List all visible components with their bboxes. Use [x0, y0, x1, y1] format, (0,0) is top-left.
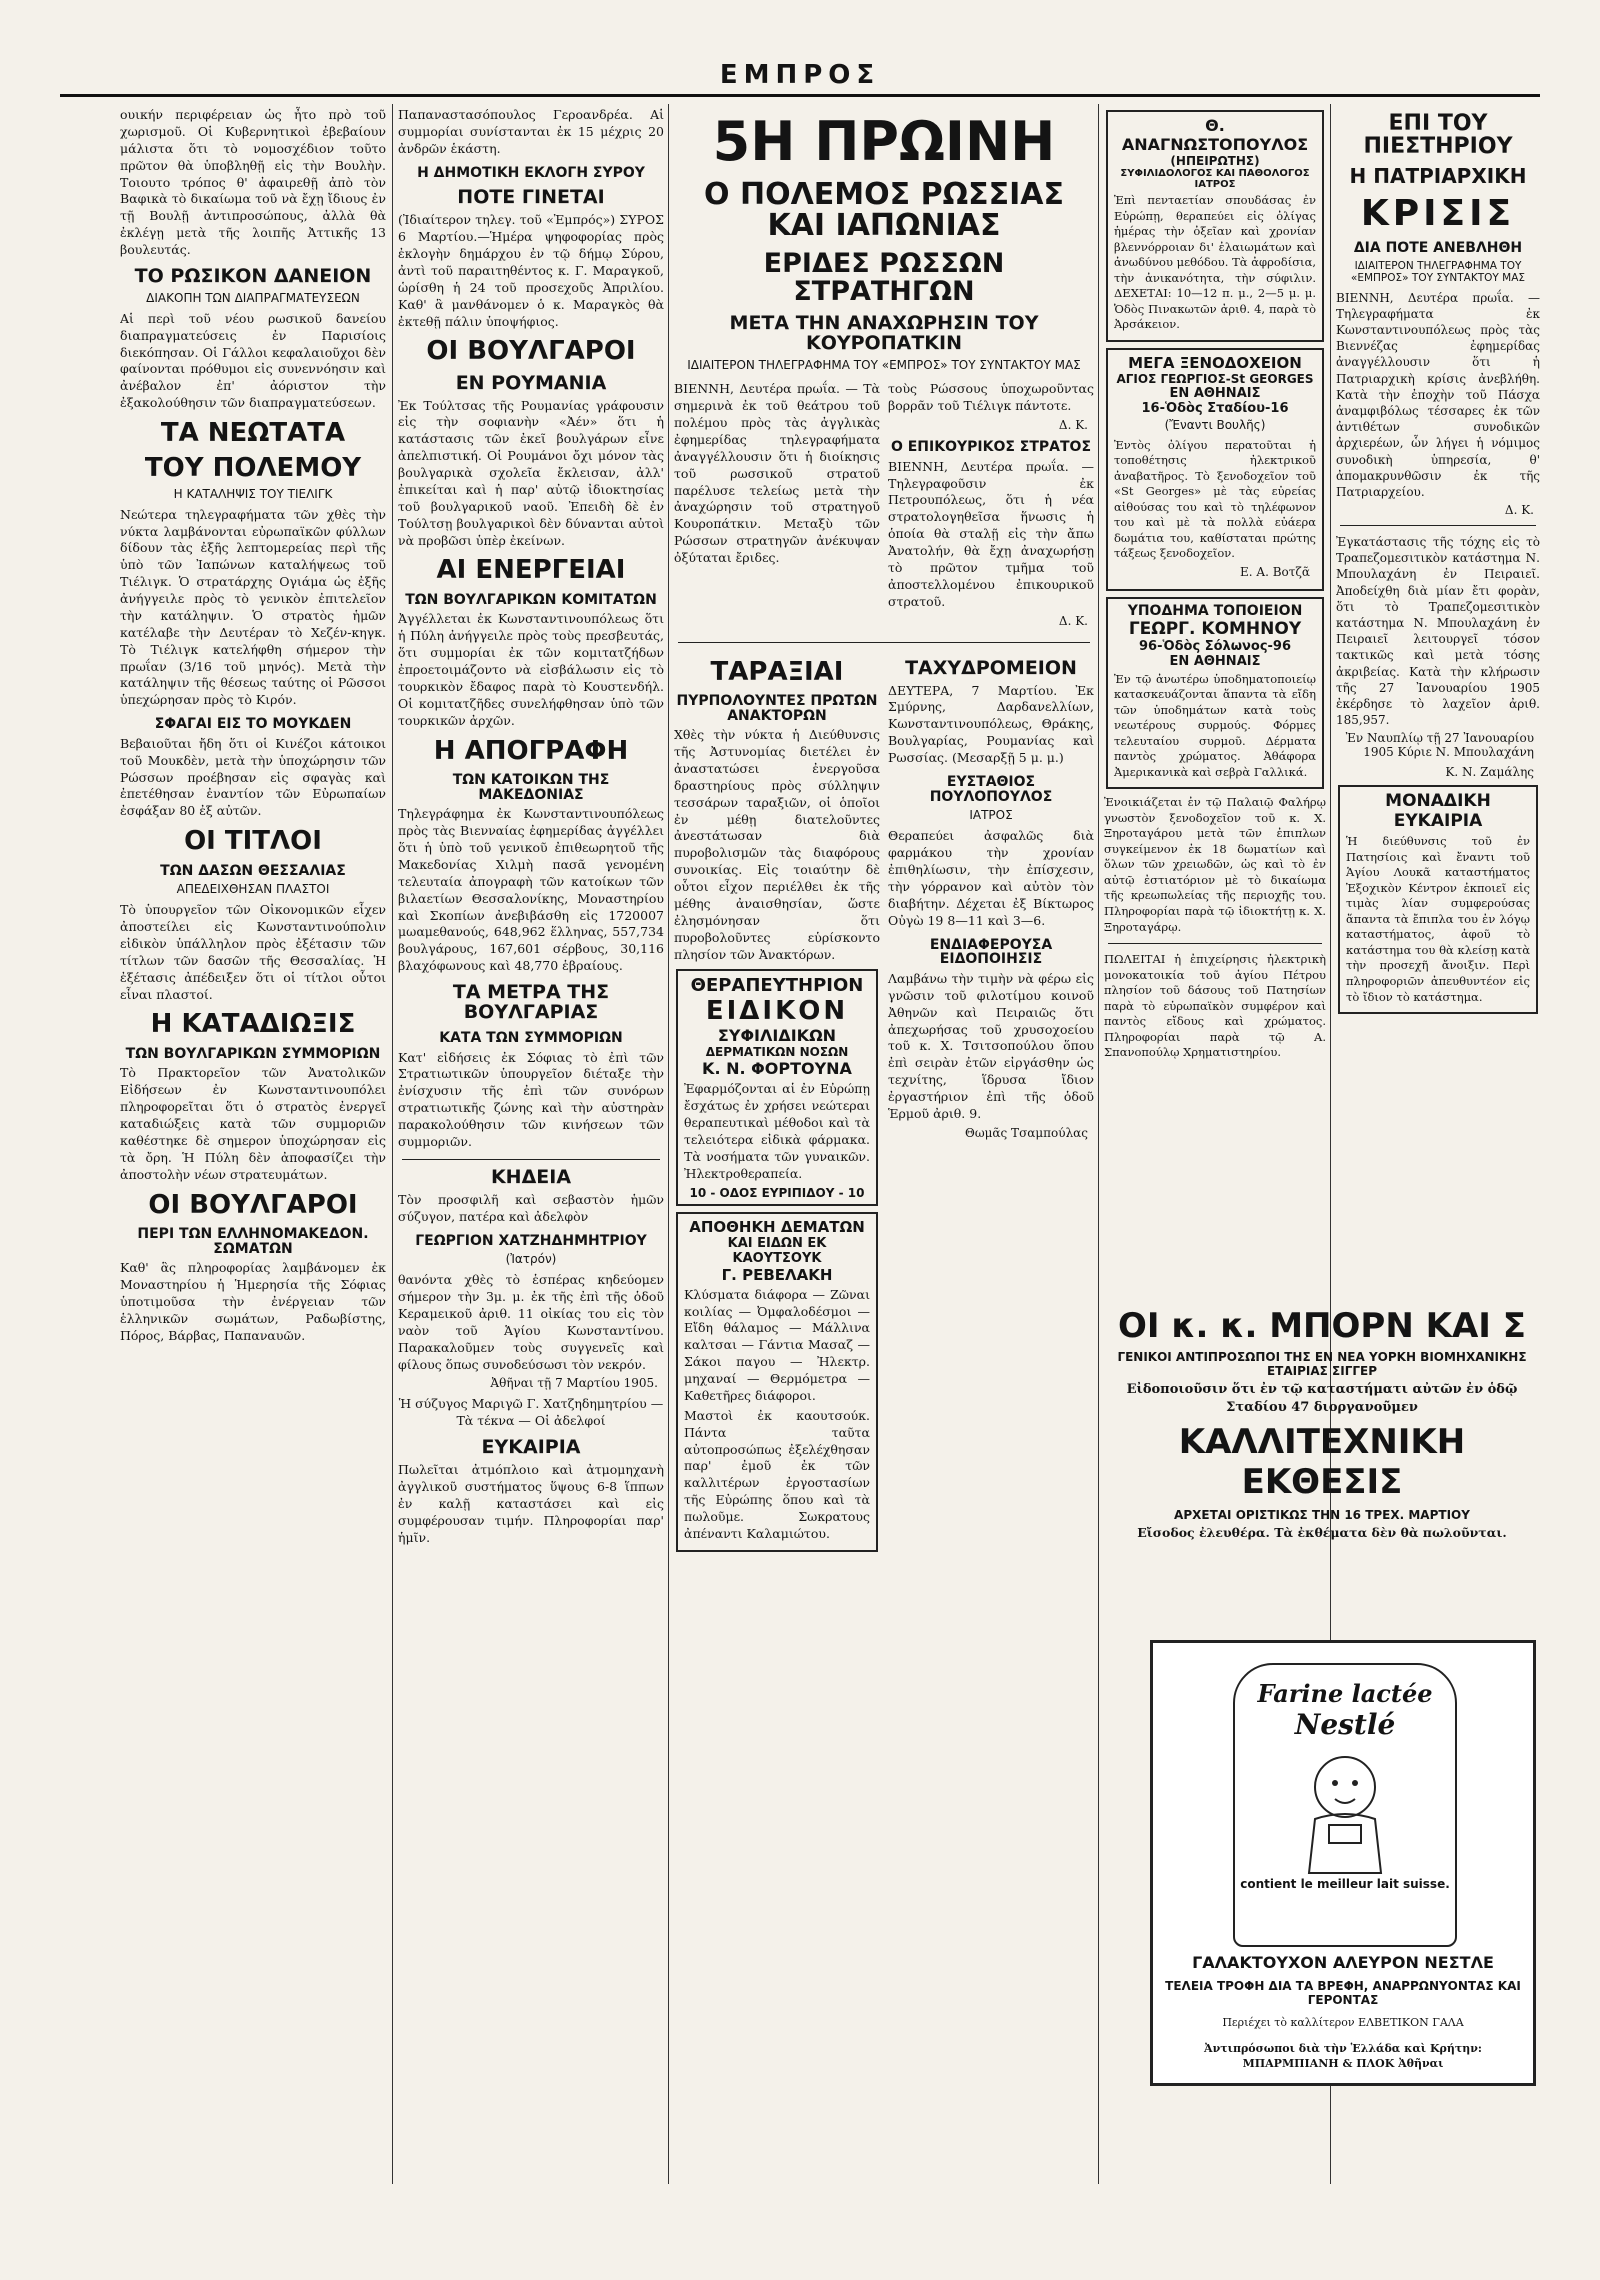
article-body: Πωλεῖται ἀτμόπλοιο καὶ ἀτμομηχανὴ ἀγγλικοῦ συστήματος ὕψους 6-8 ἵππων ἐν καλῇ καταστάσει καὶ εἰς συμφέρουσαν τιμήν. Πληροφορίαι παρ' ἡμῖν.: [398, 1462, 664, 1545]
clinic-ad-text: Ἐφαρμόζονται αἱ ἐν Εὐρώπῃ ἔσχάτως ἐν χρήσει νεώτεραι θεραπευτικαὶ μέθοδοι καὶ τὰ τελειότερα εἰδικὰ φάρμακα. Τὰ νοσήματα τῶν γυναικῶν. Ἠλεκτροθεραπεία.: [684, 1081, 870, 1181]
shoemaker-ad-text: Ἐν τῷ ἀνωτέρω ὑποδηματοποιείῳ κατασκευάζονται ἅπαντα τὰ εἴδη τῶν ὑποδημάτων κατὰ τοὺς νεωτέρους συρμούς. Φόρμες τελευταίου συρμοῦ. Δέρματα παντὸς χρώματος. Ἀθάφορα Ἀμερικανικὰ καὶ σεβρὰ Γαλλικά.: [1114, 671, 1316, 779]
hotel-ad-signature: Ε. Α. Βοτζᾶ: [1240, 564, 1310, 579]
headline-press: ΕΠΙ ΤΟΥ ΠΙΕΣΤΗΡΙΟΥ: [1363, 111, 1513, 160]
hotel-ad-name: ΑΓΙΟΣ ΓΕΩΡΓΙΟΣ-St GEORGES: [1116, 371, 1314, 386]
headline-crisis: ΚΡΙΣΙΣ: [1360, 193, 1516, 235]
article-body: Τὸ Πρακτορεῖον τῶν Ἀνατολικῶν Εἰδήσεων ἐν Κωνσταντινουπόλει πληροφορεῖται ὅτι ὁ στρατὸς ἐνεργεῖ καταδιώξεις κατὰ τῶν συμμοριῶν καθέστηκε δὲ σημερον ὑποχώρησαν εἰς τὰ ὄρη. Ἡ Πύλη δὲν ἀποφασίζει τὴν ἀποστολὴν νέων στρατευμάτων.: [120, 1065, 386, 1182]
hotel-ad-address: 16-Ὁδὸς Σταδίου-16: [1141, 400, 1289, 416]
article-body: Καθ' ἃς πληροφορίας λαμβάνομεν ἐκ Μοναστηρίου ἡ Ἡμερησία τῆς Σόφιας ὑποτιμοῦσα τὴν ἐνέργειαν τῶν ἑλληνικῶν σωμάτων, Ραδωβίστης, Πόρος, Βάρβας, Παπαναυῶν.: [120, 1260, 386, 1343]
singer-ad-subtitle: ΓΕΝΙΚΟΙ ΑΝΤΙΠΡΟΣΩΠΟΙ ΤΗΣ ΕΝ ΝΕΑ ΥΟΡΚΗ ΒΙΟΜΗΧΑΝΙΚΗΣ ΕΤΑΙΡΙΑΣ ΣΙΓΓΕΡ: [1117, 1350, 1527, 1378]
opportunity-ad-text: Ἡ διεύθυνσις τοῦ ἐν Πατησίοις καὶ ἔναντι τοῦ Ἁγίου Λουκᾶ καταστήματος Ἐξοχικὸν Κέντρον ἐκποιεῖ εἰς τιμὰς λίαν συμφερούσας ἅπαντα τὰ ἔπιπλα του ἐν λόγῳ καταστήματος, ἀφοῦ τὸ κατάστημα του θὰ κλείσῃ κατὰ τὴν προσεχῆ ἄνοιξιν. Περὶ πληροφοριῶν ἀπευθυντέον εἰς τὸ ἴδιον τὸ κατάστημα.: [1346, 834, 1530, 1004]
child-illustration: [1285, 1747, 1405, 1877]
rubber-goods-ad: [676, 1212, 878, 1552]
article-body: ΔΕΥΤΕΡΑ, 7 Μαρτίου. Ἐκ Σμύρνης, Δαρδανελλίων, Κωνσταντινουπόλεως, Θράκης, Βουλγαρίας, Ρουμανίας καὶ Ρωσσίας. (Μεσαρξῇ 5 μ. μ.): [888, 682, 1094, 765]
clinic-ad-title-3: ΣΥΦΙΛΙΔΙΚΩΝ: [717, 1026, 837, 1046]
singer-ad-title: ΟΙ κ. κ. ΜΠΟΡΝ ΚΑΙ Σ: [1118, 1306, 1526, 1346]
headline-patriarchal: Η ΠΑΤΡΙΑΡΧΙΚΗ: [1349, 164, 1527, 189]
signature: Θωμᾶς Τσαμπούλας: [965, 1125, 1088, 1140]
rubber-ad-title: ΑΠΟΘΗΚΗ ΔΕΜΑΤΩΝ: [689, 1217, 865, 1236]
article-body: ΒΙΕΝΝΗ, Δευτέρα πρωΐα. — Τὰ σημερινὰ ἐκ τοῦ θεάτρου τοῦ πολέμου πρὸς τὰς ἀγγλικὰς ἐφημερίδας τηλεγραφήματα ἀναγγέλλουσιν ὅτι ἡ διοίκησις τοῦ ρωσσικοῦ στρατοῦ παρέλυσε τελείως μετὰ τὴν ἀναχώρησιν τοῦ στρατηγοῦ Κουροπάτκιν. Μεταξὺ τῶν Ρώσσων στρατηγῶν ἀνέκυψαν ὀξύταται ἔριδες.: [674, 381, 880, 565]
headline-bulgarians-romania-2: ΕΝ ΡΟΥΜΑΝΙΑ: [455, 371, 607, 394]
article-body: Λαμβάνω τὴν τιμὴν νὰ φέρω εἰς γνῶσιν τοῦ φιλοτίμου κοινοῦ Ἀθηνῶν καὶ Πειραιῶς ὅτι ἀπεχωρήσας τοῦ χρυσοχοείου τοῦ κ. Χ. Τσιτσοπούλου ὅπου ἐπὶ σειρὰν ἐτῶν εἰργάσθην ὡς τεχνίτης, ἵδρυσα ἴδιον ἐργαστήριον ἐπὶ τῆς ὁδοῦ Ἑρμοῦ ἀριθ. 9.: [888, 970, 1094, 1121]
article-body: Ἀγγέλλεται ἐκ Κωνσταντινουπόλεως ὅτι ἡ Πύλη ἀνήγγειλε πρὸς τοὺς πρεσβευτάς, ὅτι συμμορίαι ἐκ τῶν κομιτατζήδων ἐπροετοιμάζοντο νὰ εἰσβάλωσιν εἰς τὸ τουρκικὸν ἔδαφος παρὰ τὸ Κουστενδήλ. Οἱ κομιτατζῆδες συνελήφθησαν ὑπὸ τῶν τουρκικῶν ἀρχῶν.: [398, 611, 664, 728]
shoemaker-ad-address: 96-Ὁδὸς Σόλωνος-96: [1138, 638, 1292, 654]
rubber-ad-items: Κλύσματα διάφορα — Ζῶναι κοιλίας — Ὀμφαλοδέσμοι — Εἴδη θάλαμος — Μάλλινα καλτσαι — Γάντια Μασαζ — Σάκοι παγου — Ἠλεκτρ. μηχαναί — Θερμόμετρα — Καθετῆρες διάφοροι.: [684, 1286, 870, 1403]
nestle-ad-subtitle: ΤΕΛΕΙΑ ΤΡΟΦΗ ΔΙΑ ΤΑ ΒΡΕΦΗ, ΑΝΑΡΡΩΝΥΟΝΤΑΣ ΚΑΙ ΓΕΡΟΝΤΑΣ: [1165, 1979, 1521, 2007]
doctor-ad-origin: (ΗΠΕΙΡΩΤΗΣ): [1170, 154, 1260, 168]
headline-massacres: ΣΦΑΓΑΙ ΕΙΣ ΤΟ ΜΟΥΚΔΕΝ: [154, 716, 352, 733]
subheadline: ΙΔΙΑΙΤΕΡΟΝ ΤΗΛΕΓΡΑΦΗΜΑ ΤΟΥ «ΕΜΠΡΟΣ» ΤΟΥ ΣΥΝΤΑΚΤΟΥ ΜΑΣ: [1350, 259, 1526, 284]
shoemaker-ad: [1106, 597, 1324, 790]
column-divider: [392, 104, 393, 2184]
nestle-ad-note: Περιέχει τὸ καλλίτερον ΕΛΒΕΤΙΚΟΝ ΓΑΛΑ: [1222, 2016, 1464, 2029]
funeral-notice-role: (Ἰατρόν): [505, 1252, 557, 1267]
rubber-ad-title-2: ΚΑΙ ΕΙΔΩΝ ΕΚ ΚΑΟΥΤΣΟΥΚ: [727, 1235, 827, 1266]
article-body: Νεώτερα τηλεγραφήματα τῶν χθὲς τὴν νύκτα λαμβάνονται εὐρωπαϊκῶν φύλλων δίδουν τὰς ἐξῆς λεπτομερείας περὶ τῆς ὑπὸ τῶν Ἰαπώνων καταλήψεως τοῦ Τιέλιγκ. Ὁ στρατάρχης Ογιάμα ὡς ἐξῆς ἀνήγγειλε πρὸς τὸ γενικὸν ἐπιτελεῖον τὴν κατάληψιν. Ὁ στρατὸς ἡμῶν κατέλαβε τὴν Δευτέραν τὸ Χεζέν-κηγκ. Τὸ Τιέλιγκ κατελήφθη σήμερον τὴν πρωΐαν (3/16 τοῦ μηνός). Μετὰ τὴν κατάληψιν τῆς θέσεως ταύτης οἱ Ρῶσσοι ὑπεχώρησαν πρὸς τὸ Κιρόν.: [120, 506, 386, 708]
article-body: τοὺς Ρώσσους ὑποχωροῦντας βορρᾶν τοῦ Τιέλιγκ πάντοτε.: [888, 381, 1094, 414]
rubber-ad-name: Γ. ΡΕΒΕΛΑΚΗ: [721, 1265, 833, 1284]
article-body: (Ἰδιαίτερον τηλεγ. τοῦ «Ἐμπρός») ΣΥΡΟΣ 6 Μαρτίου.—Ἡμέρα ψηφοφορίας πρὸς ἐκλογὴν δημάρχου ἐν τῷ δήμῳ Σύρου, ἀντὶ τοῦ παραιτηθέντος κ. Γ. Μαραγκοῦ, ὡρίσθη ἡ 24 τοῦ προσεχοῦς Ἀπριλίου. Καθ' ἃ μανθάνομεν ὁ κ. Μαραγκὸς θὰ ἐκτεθῇ πάλιν ὑποψήφιος.: [398, 212, 664, 329]
headline-war: Ο ΠΟΛΕΜΟΣ ΡΩΣΣΙΑΣ ΚΑΙ ΙΑΠΩΝΙΑΣ: [704, 176, 1064, 244]
singer-ad-date: ΑΡΧΕΤΑΙ ΟΡΙΣΤΙΚΩΣ ΤΗΝ 16 ΤΡΕΧ. ΜΑΡΤΙΟΥ: [1174, 1508, 1470, 1523]
headline-post-office: ΤΑΧΥΔΡΟΜΕΙΟΝ: [905, 656, 1077, 679]
headline-opportunity: ΕΥΚΑΙΡΙΑ: [481, 1436, 581, 1459]
article-body: ΒΙΕΝΝΗ, Δευτέρα πρωΐα. — Τηλεγραφοῦσιν ἐκ Πετρουπόλεως, ὅτι ἡ νέα στρατολογηθεῖσα ἥνωσις ἡ ὁποία θὰ σταλῇ εἰς τὴν ἄπω Ἀνατολήν, θὰ ἔχῃ ἀναχωρήσῃ τὸ πρῶτον τμῆμα τοῦ ἀποστελλομένου ἐπικουρικοῦ στρατοῦ.: [888, 458, 1094, 609]
shoemaker-ad-name: ΓΕΩΡΓ. ΚΟΜΗΝΟΥ: [1128, 618, 1302, 639]
headline-census: Η ΑΠΟΓΡΑΦΗ: [433, 735, 629, 766]
hotel-ad-text: Ἐντὸς ὀλίγου περατοῦται ἡ τοποθέτησις ἠλεκτρικοῦ ἀναβατῆρος. Τὸ ξενοδοχεῖον τοῦ «St Georges» μὲ τὰς εὐρείας αἰθούσας του καὶ τὸ τηλέφωνον του καὶ μὲ τὰ πολλὰ εὐάερα δωμάτια του, καθίσταται πρώτης τάξεως ξενοδοχεῖον.: [1114, 437, 1316, 561]
lottery-notice-date: Ἐν Ναυπλίῳ τῇ 27 Ἰανουαρίου 1905 Κύριε Ν. Μπουλαχάνη: [1345, 731, 1534, 760]
column-divider: [668, 104, 669, 2184]
top-rule: [60, 94, 1540, 97]
column-5: [1336, 104, 1540, 1284]
article-continuation: ουικήν περιφέρειαν ὡς ἦτο πρὸ τοῦ χωρισμοῦ. Οἱ Κυβερνητικοὶ ἐβεβαίουν μάλιστα ὅτι τὸ νομοσχέδιον τοῦτο πρῶτον θὰ ὑποβληθῇ εἰς τὴν Βουλὴν. Τοιουτο τρόπος θ' ἀφαιρεθῇ ἀπὸ τὸν Βαφικὰ τὸ δικαίωμα τοῦ νὰ ἔχῃ ἴδιους ἐν τῇ Βουλῇ ἀντιπροσώπους, ἀλλὰ θὰ ἐκλέγῃ μετὰ τῆς λοιπῆς Ἀττικῆς 13 βουλευτάς.: [120, 107, 386, 257]
hotel-ad: [1106, 348, 1324, 591]
clinic-ad-title-2: ΕΙΔΙΚΟΝ: [705, 996, 849, 1027]
doctor-ad-specialty: ΣΥΦΙΛΙΔΟΛΟΓΟΣ ΚΑΙ ΠΑΘΟΛΟΓΟΣ ΙΑΤΡΟΣ: [1120, 168, 1310, 190]
doctor-ad-role: ΙΑΤΡΟΣ: [969, 808, 1013, 823]
singer-ad-notice: Εἰδοποιοῦσιν ὅτι ἐν τῷ καταστήματι αὐτῶν ἐν ὁδῷ Σταδίου 47 διοργανοῦμεν: [1126, 1382, 1518, 1415]
two-column-block: [674, 651, 1094, 1558]
headline-war-news: ΤΑ ΝΕΩΤΑΤΑ: [160, 418, 346, 449]
doctor-ad-name: ΕΥΣΤΑΘΙΟΣ ΠΟΥΛΟΠΟΥΛΟΣ: [929, 773, 1053, 805]
headline-titles: ΟΙ ΤΙΤΛΟΙ: [184, 826, 322, 857]
opportunity-ad-title: ΜΟΝΑΔΙΚΗ ΕΥΚΑΙΡΙΑ: [1385, 791, 1491, 832]
signature: Δ. Κ.: [1058, 418, 1088, 432]
subcolumn: [674, 378, 880, 633]
nestle-ad-title: ΓΑΛΑΚΤΟΥΧΟΝ ΑΛΕΥΡΟΝ ΝΕΣΤΛΕ: [1192, 1953, 1494, 1972]
divider: [1108, 943, 1322, 944]
nestle-can-label: Farine lactée: [1257, 1679, 1433, 1708]
headline-bulgarians-2: ΠΕΡΙ ΤΩΝ ΕΛΛΗΝΟΜΑΚΕΔΟΝ. ΣΩΜΑΤΩΝ: [137, 1225, 369, 1257]
opportunity-ad: [1338, 785, 1538, 1014]
doctor-ad: [1106, 110, 1324, 342]
headline-bulgarians: ΟΙ ΒΟΥΛΓΑΡΟΙ: [148, 1189, 358, 1220]
two-column-block: [674, 378, 1094, 633]
article-body: Κατ' εἰδήσεις ἐκ Σόφιας τὸ ἐπὶ τῶν Στρατιωτικῶν ὑπουργεῖον διέταξε τὴν ἐνίσχυσιν τῆς ἐπὶ τῶν συνόρων στρατιωτικῆς ζώνης καὶ τὴν αὐστηρὰν παρακολούθησιν τῶν κινήσεων τῶν συμμοριῶν.: [398, 1049, 664, 1149]
headline-postponed: ΔΙΑ ΠΟΤΕ ΑΝΕΒΛΗΘΗ: [1353, 239, 1523, 256]
article-body: Τὸ ὑπουργεῖον τῶν Οἰκονομικῶν εἶχεν ἀποστείλει εἰς Κωνσταντινούπολιν εἰδικὸν ὑπάλληλον πρὸς ἐξέτασιν τῶν τίτλων τῶν δασῶν τῆς Θεσσαλίας. Ἡ ἐξέτασις ἀπέδειξεν ὅτι οἱ τίτλοι οὗτοι εἶναι πλαστοί.: [120, 902, 386, 1002]
nestle-can-brand: Nestlé: [1294, 1708, 1396, 1741]
sale-notice: ΠΩΛΕΙΤΑΙ ἡ ἐπιχείρησις ἠλεκτρικὴ μονοκατοικία τοῦ ἁγίου Πέτρου πλησίον τοῦ δάσους τοῦ Πατησίων παρὰ τὸ εὐρωπαϊκὸν συμφέρον καὶ παντὸς εἴδους καὶ χρώματος. Πληροφορίαι παρὰ τῷ Α. Σπανοπούλῳ Χρηματιστηρίου.: [1104, 952, 1326, 1060]
signature: Δ. Κ.: [1504, 503, 1534, 518]
clinic-ad-title-4: ΔΕΡΜΑΤΙΚΩΝ ΝΟΣΩΝ: [705, 1045, 849, 1060]
column-divider: [1098, 104, 1099, 2184]
funeral-notice-text: θανόντα χθὲς τὸ ἑσπέρας κηδεύομεν σήμερον τὴν 3μ. μ. ἐκ τῆς ἐπὶ τῆς ὁδοῦ Κεραμεικοῦ ἀριθ. 11 οἰκίας του εἰς τὸν ναὸν τοῦ Ἁγίου Κωνσταντίνου. Παρακαλοῦμεν τοὺς συγγενεῖς καὶ φίλους ὅπως συνοδεύσωσι τὸν νεκρόν.: [398, 1272, 664, 1372]
nestle-ad: [1150, 1640, 1536, 2086]
divider: [402, 1159, 660, 1160]
article-continuation: Παπαναστασόπουλος Γεροανδρέα. Αἱ συμμορίαι συνίστανται ἐκ 15 μέχρις 20 ἀνδρῶν ἑκάστη.: [398, 107, 664, 156]
funeral-notice-signatures: Ἡ σύζυγος Μαριγῶ Γ. Χατζηδημητρίου — Τὰ τέκνα — Οἱ ἀδελφοί: [398, 1396, 664, 1429]
headline-pursuit-2: ΤΩΝ ΒΟΥΛΓΑΡΙΚΩΝ ΣΥΜΜΟΡΙΩΝ: [125, 1045, 381, 1062]
nestle-can-image: [1233, 1663, 1457, 1947]
headline-titles-2: ΤΩΝ ΔΑΣΩΝ ΘΕΣΣΑΛΙΑΣ: [160, 862, 346, 879]
headline-disturbances-2: ΠΥΡΠΟΛΟΥΝΤΕΣ ΠΡΩΤΩΝ ΑΝΑΚΤΟΡΩΝ: [676, 692, 878, 724]
headline-measures: ΤΑ ΜΕΤΡΑ ΤΗΣ ΒΟΥΛΓΑΡΙΑΣ: [452, 981, 610, 1023]
funeral-notice-date: Ἀθῆναι τῇ 7 Μαρτίου 1905.: [490, 1376, 658, 1391]
subcolumn: [888, 651, 1094, 1558]
headline-bulgarians-romania: ΟΙ ΒΟΥΛΓΑΡΟΙ: [426, 336, 636, 367]
headline-disturbances: ΤΑΡΑΞΙΑΙ: [710, 656, 844, 687]
doctor-ad-text: Ἐπὶ πενταετίαν σπουδάσας ἐν Εὐρώπῃ, θεραπεύει εἰς ὀλίγας ἡμέρας τὴν ὀξεῖαν καὶ χρονίαν βλεννόρροιαν δι' ἐλαιωμάτων καὶ ἀνωδύνου μεθόδου. Τὰ ἀφροδίσια, τὴν ἀνικανότητα, τὴν σύφιλιν. ΔΕΧΕΤΑΙ: 10—12 π. μ., 2—5 μ. μ. Ὁδὸς Πινακωτῶν ἀριθ. 4, παρὰ τὸ Ἀρσάκειον.: [1114, 193, 1316, 332]
headline-census-2: ΤΩΝ ΚΑΤΟΙΚΩΝ ΤΗΣ ΜΑΚΕΔΟΝΙΑΣ: [452, 771, 610, 803]
rental-notice: Ἐνοικιάζεται ἐν τῷ Παλαιῷ Φαλήρῳ γνωστὸν ξενοδοχεῖον τοῦ κ. Χ. Ξηροταγάρου μετὰ τῶν ἐπιπλων συγκείμενον ἐκ 18 δωματίων καὶ ὅλων τῶν χρειωδῶν, ὡς καὶ τὸ ἐν αὐτῷ ἐστιατόριον μὲ τὸ δικαίωμα τῆς κρεωπωλείας τῆς περιοχῆς του. Πληροφορίαι παρὰ τῷ ἰδιοκτήτῃ κ. Χ. Ξηροταγάρῳ.: [1104, 795, 1326, 934]
lottery-notice: Ἐγκατάστασις τῆς τόχης εἰς τὸ Τραπεζομεσιτικὸν κατάστημα Ν. Μπουλαχάνη ἐν Πειραιεῖ. Ἀποδείχθη διὰ μίαν ἔτι φορὰν, ὅτι τὸ Τραπεζομεσιτικὸν κατάστημα Ν. Μπουλαχάνη ἐν Πειραιεῖ λειτουργεῖ τόσον τακτικῶς καὶ μετὰ τόσης ἀκριβείας. Κατὰ τὴν κλήρωσιν τῆς 27 Ἰανουαρίου 1905 ἐκέρδησε τὸ λαχεῖον ἀριθ. 185,957.: [1336, 535, 1540, 728]
clinic-ad-title: ΘΕΡΑΠΕΥΤΗΡΙΟΝ: [690, 975, 864, 997]
hotel-ad-city: ΕΝ ΑΘΗΝΑΙΣ: [1169, 385, 1261, 401]
shoemaker-ad-city: ΕΝ ΑΘΗΝΑΙΣ: [1169, 653, 1261, 669]
singer-ad: [1104, 1300, 1540, 1560]
hotel-ad-title: ΜΕΓΑ ΞΕΝΟΔΟΧΕΙΟΝ: [1128, 353, 1302, 372]
subheadline: ΙΔΙΑΙΤΕΡΟΝ ΤΗΛΕΓΡΑΦΗΜΑ ΤΟΥ «ΕΜΠΡΟΣ» ΤΟΥ ΣΥΝΤΑΚΤΟΥ ΜΑΣ: [687, 358, 1081, 373]
funeral-notice-name: ΓΕΩΡΓΙΟΝ ΧΑΤΖΗΔΗΜΗΤΡΙΟΥ: [415, 1232, 647, 1249]
article-body: Αἱ περὶ τοῦ νέου ρωσικοῦ δανείου διαπραγματεύσεις ἐν Παρισίοις διεκόπησαν. Οἱ Γάλλοι κεφαλαιοῦχοι δὲν φαίνονται πρόθυμοι εἰς συνεννόησιν καὶ ἀνέβαλον ἐπ' ἀόριστον τὴν ἐξακολούθησιν τῶν διαπραγματεύσεων.: [120, 310, 386, 411]
article-body: Ἐκ Τούλτσας τῆς Ρουμανίας γράφουσιν εἰς τὴν σοφιανὴν «Ἀέν» ὅτι ἡ κατάστασις τῶν ἐκεῖ βουλγάρων εἶνε ἀπελπιστική. Οἱ Ρουμάνοι ὄχι μόνον τὰς βουλγαρικὰ σχολεῖα ἔκλεισαν, ἀλλ' ἐπικείται καὶ ἡ παρ' αὐτῷ ἰδιοκτησίας τοῦ βουλγαρικοῦ ναοῦ. Ἐπειδὴ δὲ ἐν Τούλτσῃ βουλγαρικοὶ δὲν δύνανται αὐτοὶ νὰ προβῶσι ὑπὲρ ἐκείνων.: [398, 397, 664, 548]
headline-committees-2: ΤΩΝ ΒΟΥΛΓΑΡΙΚΩΝ ΚΟΜΙΤΑΤΩΝ: [405, 591, 657, 608]
headline-syros-election: Η ΔΗΜΟΤΙΚΗ ΕΚΛΟΓΗ ΣΥΡΟΥ: [417, 164, 645, 181]
lottery-notice-signature: Κ. Ν. Ζαμάλης: [1445, 765, 1534, 780]
edition-banner: 5Η ΠΡΩΙΝΗ: [712, 110, 1056, 173]
subcolumn: [674, 651, 880, 1558]
headline-kuropatkin: ΜΕΤΑ ΤΗΝ ΑΝΑΧΩΡΗΣΙΝ ΤΟΥ ΚΟΥΡΟΠΑΤΚΙΝ: [729, 312, 1039, 355]
clinic-ad: [676, 969, 878, 1205]
subheadline: ΑΠΕΔΕΙΧΘΗΣΑΝ ΠΛΑΣΤΟΙ: [176, 882, 330, 897]
article-body: Τηλεγράφημα ἐκ Κωνσταντινουπόλεως πρὸς τὰς Βιενναίας ἐφημερίδας ἀγγέλλει ὅτι ἡ ὑπὸ τοῦ γενικοῦ ἐπιθεωρητοῦ τῆς Μακεδονίας Χιλμὴ πασᾶ γενομένη τελευταία ἀπογραφὴ τῶν κατοίκων τῶν βιλαετίων Θεσσαλονίκης, Μοναστηρίου καὶ Σκοπίων ἀνεβιβάσθη εἰς 1720007 μωαμεθανούς, 648,962 ἕλληνας, 557,734 βουλγάρους, 167,601 σέρβους, 30,116 βλαχόφωνους καὶ 48,770 ἑβραίους.: [398, 806, 664, 974]
doctor-ad-text: Θεραπεύει ἀσφαλῶς διὰ φαρμάκου τὴν χρονίαν ἐπιθηλίωσιν, τὴν ἐπίσχεσιν, τὴν γόρρανον καὶ αὐτὸν τὸν διαβήτην. Δέχεται ἐξ Βίκτωρος Οὐγὼ 19 8—11 καὶ 3—6.: [888, 828, 1094, 928]
article-body: ΒΙΕΝΝΗ, Δευτέρα πρωΐα. — Τηλεγραφήματα ἐκ Κωνσταντινουπόλεως πρὸς τὰς Βιεννέζας ἐφημερίδας ἀναγγέλλουσιν ὅτι ἡ Πατριαρχικὴ κρίσις ἀνεβλήθη. Κατὰ τὴν ἐποχὴν τοῦ Πάσχα ἀναμφιβόλως τέσσαρες ἐκ τῶν ἀντιθέτων συνοδικῶν ἀρχιερέων, ὧν λήγει ἡ νόμιμος συνοδικὴ ὑπηρεσία, θ' ἀπομακρυνθῶσιν ἐκ τῆς Πατριαρχείου.: [1336, 290, 1540, 499]
singer-ad-entry: Εἴσοδος ἐλευθέρα. Τὰ ἐκθέματα δὲν θὰ πωλοῦνται.: [1137, 1525, 1507, 1541]
headline-war-news-2: ΤΟΥ ΠΟΛΕΜΟΥ: [144, 453, 362, 484]
funeral-notice-title: ΚΗΔΕΙΑ: [490, 1165, 572, 1188]
hotel-ad-location: (Ἔναντι Βουλῆς): [1164, 417, 1266, 432]
divider: [1340, 525, 1536, 526]
subheadline: Η ΚΑΤΑΛΗΨΙΣ ΤΟΥ ΤΙΕΛΙΓΚ: [173, 486, 333, 501]
singer-ad-exhibition: ΚΑΛΛΙΤΕΧΝΙΚΗ ΕΚΘΕΣΙΣ: [1178, 1422, 1466, 1503]
subheadline: ΔΙΑΚΟΠΗ ΤΩΝ ΔΙΑΠΡΑΓΜΑΤΕΥΣΕΩΝ: [146, 290, 360, 305]
divider: [678, 642, 1090, 643]
clinic-ad-address: 10 - ΟΔΟΣ ΕΥΡΙΠΙΔΟΥ - 10: [689, 1185, 865, 1200]
nestle-can-tagline: contient le meilleur lait suisse.: [1240, 1877, 1450, 1891]
rubber-ad-text: Μαστοὶ ἐκ καουτσούκ. Πάντα ταῦτα αὐτοπροσώπως ἐξελέχθησαν παρ' ἐμοῦ ἐκ τῶν καλλιτέρων ἐργοστασίων τῆς Εὐρώπης ὅπου καὶ τὰ πωλοῦμε. Σωκρατους ἀπέναντι Καλαμιώτου.: [684, 1407, 870, 1541]
signature: Δ. Κ.: [1058, 613, 1088, 628]
column-1: [120, 104, 386, 2184]
masthead: ΕΜΠΡΟΣ: [719, 60, 881, 90]
headline-notice: ΕΝΔΙΑΦΕΡΟΥΣΑ ΕΙΔΟΠΟΙΗΣΙΣ: [929, 936, 1053, 968]
funeral-notice-text: Τὸν προσφιλῆ καὶ σεβαστὸν ἡμῶν σύζυγον, πατέρα καὶ ἀδελφὸν: [398, 1191, 664, 1224]
article-body: Χθὲς τὴν νύκτα ἡ Διεύθυνσις τῆς Ἀστυνομίας διετέλει ἐν ἀναστατώσει ἐνεργοῦσα δραστηρίους πρὸς σύλληψιν τεσσάρων ταραξιῶν, οἱ ὁποῖοι ἐν μέθῃ διατελοῦντες ἀνεστάτωσαν διὰ πυροβολισμῶν τὰς διαφόρους συνοικίας. Εἰς τοιαύτην δὲ οὗτοι εἶχον περιέλθει ἐκ τῆς μέθης ἀναισθησίαν, ὥστε ἐλησμόνησαν ὅτι πυροβολοῦντες εὑρίσκοντο πλησίον τῶν Ἀνακτόρων.: [674, 727, 880, 962]
headline-generals: ΕΡΙΔΕΣ ΡΩΣΣΩΝ ΣΤΡΑΤΗΓΩΝ: [763, 247, 1005, 308]
column-4: [1104, 104, 1326, 1284]
shoemaker-ad-title: ΥΠΟΔΗΜΑ ΤΟΠΟΙΕΙΟΝ: [1127, 602, 1303, 619]
headline-measures-2: ΚΑΤΑ ΤΩΝ ΣΥΜΜΟΡΙΩΝ: [439, 1029, 623, 1046]
headline-pursuit: Η ΚΑΤΑΔΙΩΞΙΣ: [150, 1009, 356, 1040]
clinic-ad-name: Κ. Ν. ΦΟΡΤΟΥΝΑ: [702, 1059, 852, 1079]
doctor-ad-name: Θ. ΑΝΑΓΝΩΣΤΟΠΟΥΛΟΣ: [1121, 116, 1309, 154]
subcolumn: [888, 378, 1094, 633]
column-3: [674, 104, 1094, 2184]
headline-reserve-army: Ο ΕΠΙΚΟΥΡΙΚΟΣ ΣΤΡΑΤΟΣ: [890, 439, 1092, 455]
headline-committees: ΑΙ ΕΝΕΡΓΕΙΑΙ: [436, 555, 626, 586]
headline-syros-election-2: ΠΟΤΕ ΓΙΝΕΤΑΙ: [457, 186, 605, 209]
column-2: [398, 104, 664, 2184]
headline-russian-loan: ΤΟ ΡΩΣΙΚΟΝ ΔΑΝΕΙΟΝ: [134, 264, 372, 287]
nestle-ad-agents: Ἀντιπρόσωποι διὰ τὴν Ἑλλάδα καὶ Κρήτην: ΜΠΑΡΜΠΙΑΝΗ & ΠΛΟΚ Ἀθῆναι: [1204, 2042, 1482, 2070]
article-body: Βεβαιοῦται ἤδη ὅτι οἱ Κινέζοι κάτοικοι τοῦ Μουκδὲν, μετὰ τὴν ὑποχώρησιν τῶν Ρώσσων προέβησαν εἰς σφαγὰς καὶ ἐπετέθησαν ἐναντίον τῶν Εὐρωπαίων ἐσφάξαν 80 ἐξ αὐτῶν.: [120, 735, 386, 819]
